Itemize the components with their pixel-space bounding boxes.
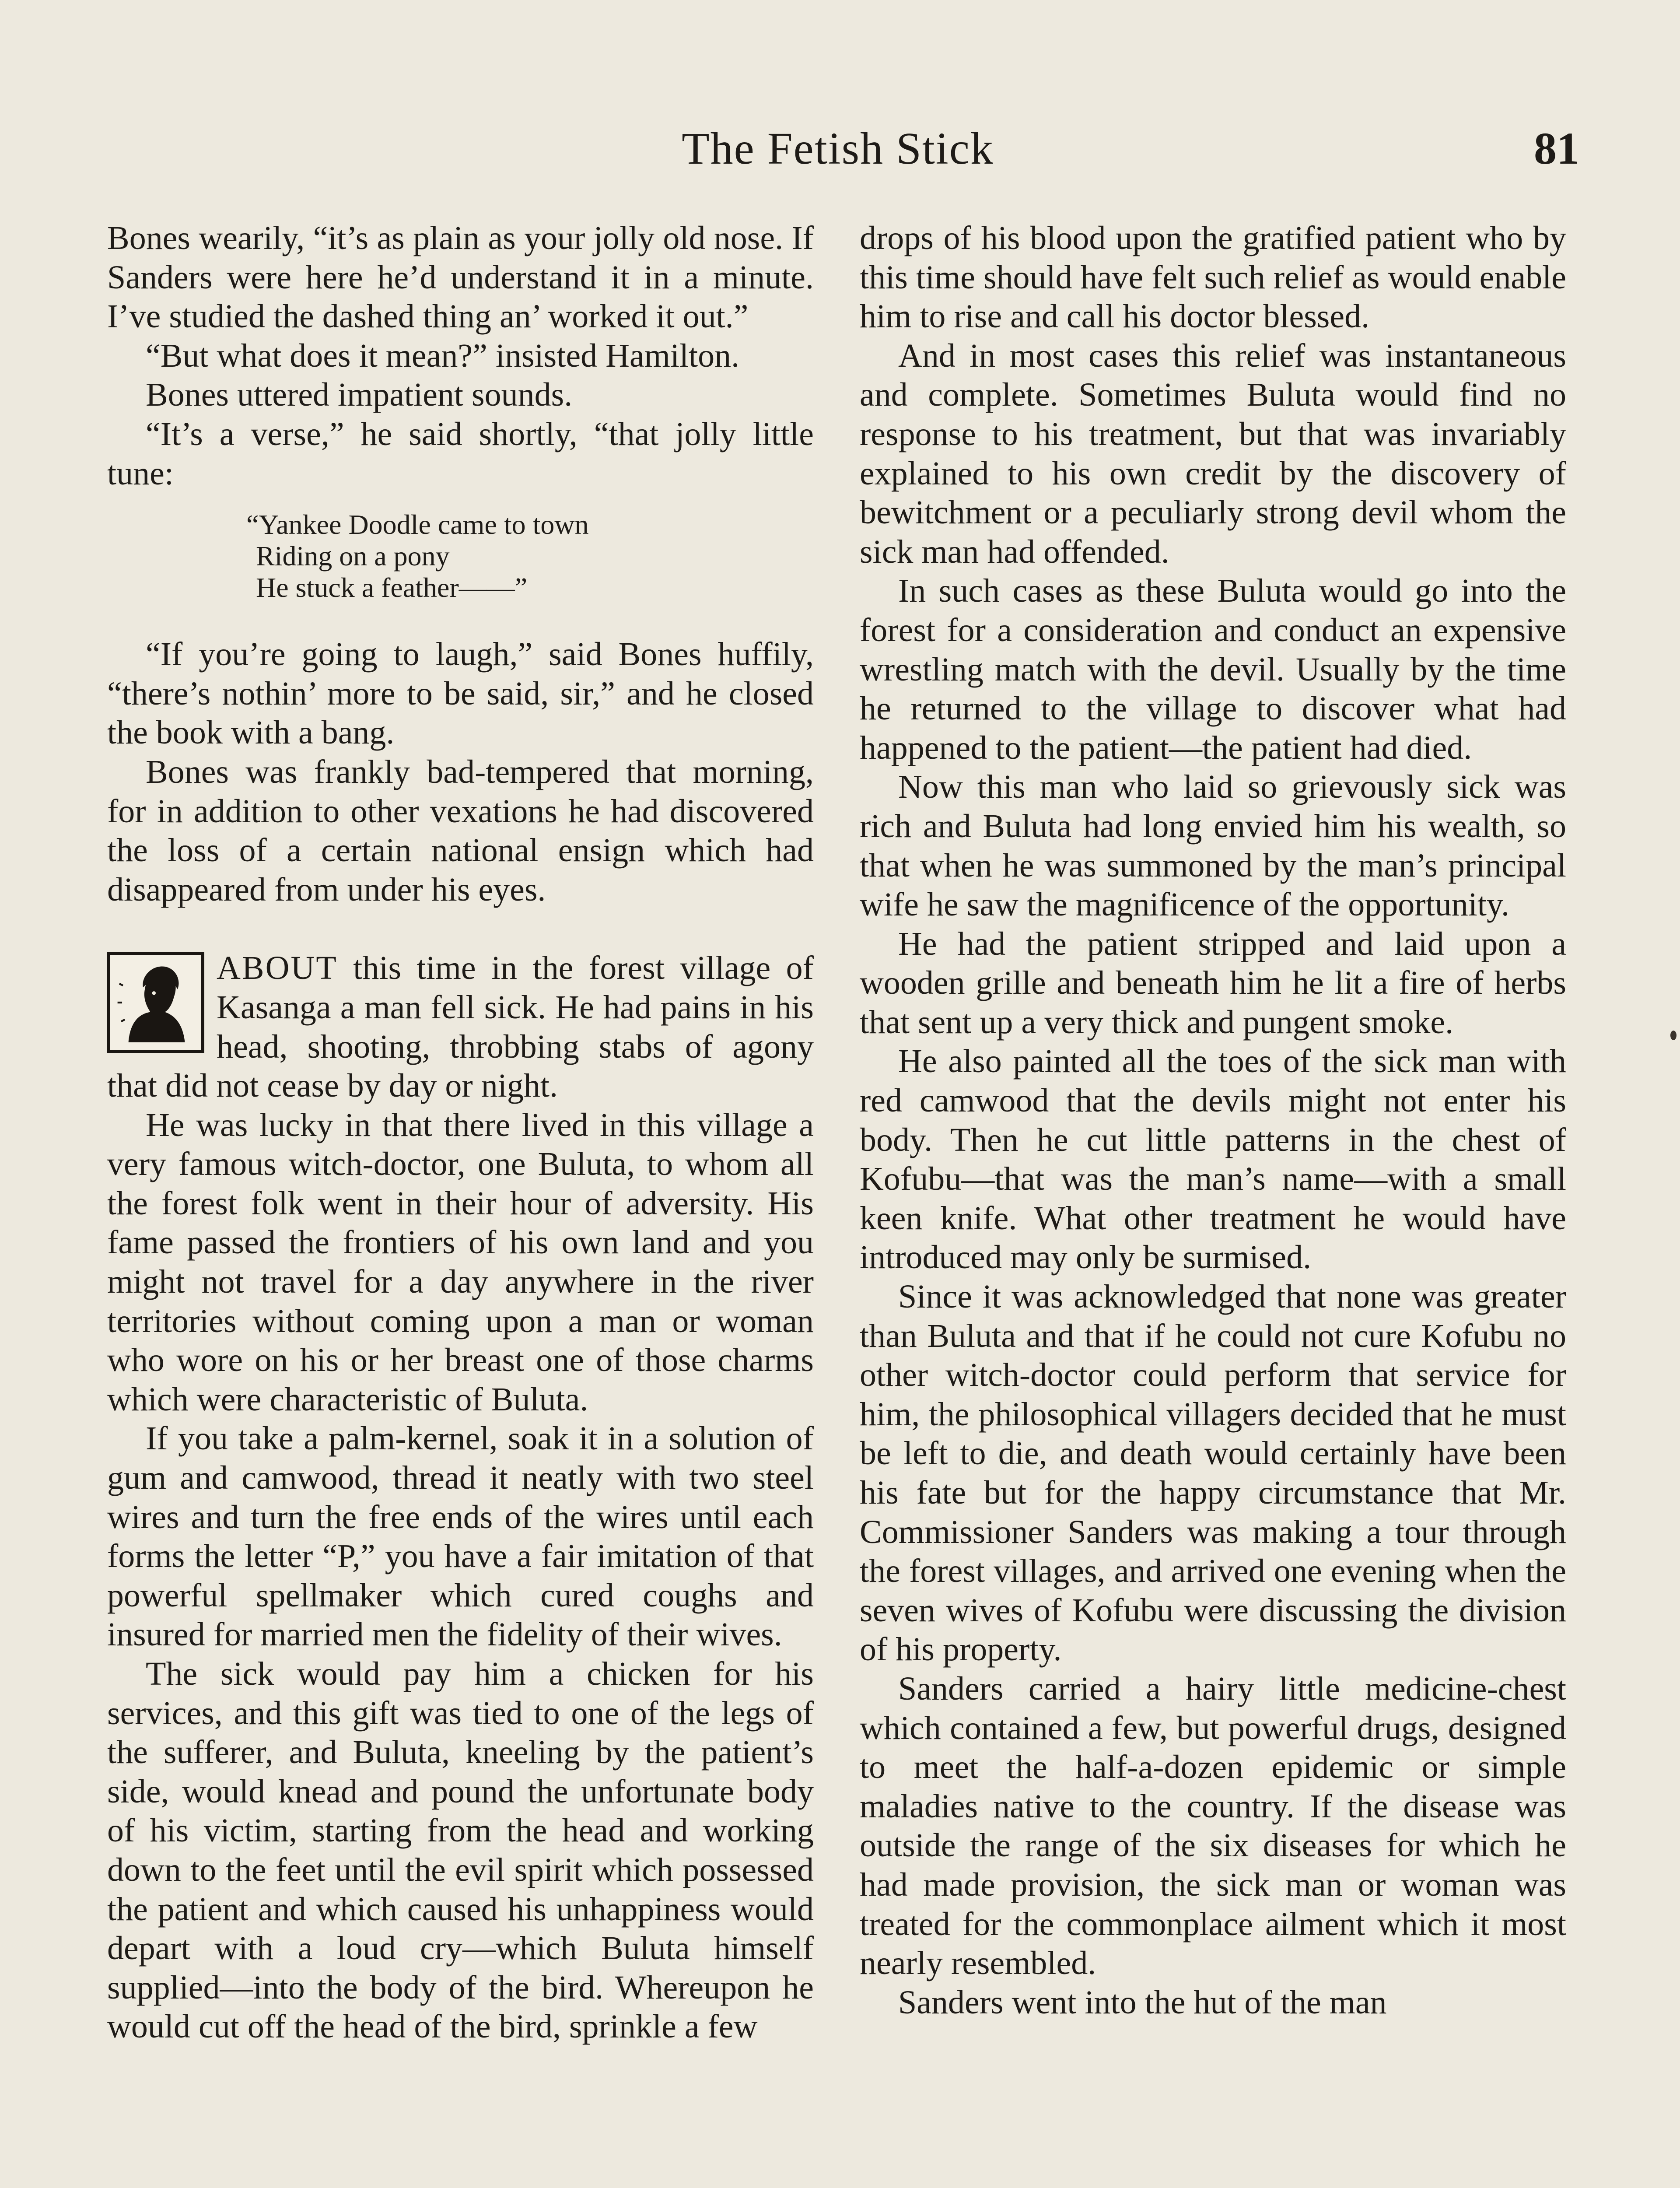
running-title: The Fetish Stick <box>682 123 994 174</box>
verse-line: “Yankee Doodle came to town <box>246 509 589 540</box>
paragraph: And in most cases this relief was instantaneous and complete. Sometimes Buluta would find no response to his treatment, but that was invariably explained to his own credit by the discovery of bewitchment or a peculiarly strong devil whom the sick man had offended. <box>860 337 1566 570</box>
section-opening-paragraph <box>107 949 814 1105</box>
page-header <box>0 123 1680 188</box>
paragraph: He was lucky in that there lived in this village a very famous witch-doctor, one Buluta, to whom all the forest folk went in their hour of adversity. His fame passed the frontiers of his own land and you might not travel for a day anywhere in the river territories without coming upon a man or woman who wore on his or her breast one of those charms which were characteristic of Buluta. <box>107 1106 814 1418</box>
page-number: 81 <box>1534 123 1579 174</box>
paragraph: Bones wearily, “it’s as plain as your jolly old nose. If Sanders were here he’d understand it in a minute. I’ve studied the dashed thing an’ worked it out.” <box>107 220 814 335</box>
paragraph-text: this time in the forest village of Kasanga a man fell sick. He had pains in his head, shooting, throbbing stabs of agony that did not cease by day or night. <box>107 950 814 1105</box>
paragraph: If you take a palm-kernel, soak it in a solution of gum and camwood, thread it neatly with two steel wires and turn the free ends of the wires until each forms the letter “P,” you have a fair imitation of that powerful spellmaker which cured coughs and insured for married men the fidelity of their wives. <box>107 1420 814 1653</box>
left-column <box>107 219 814 2047</box>
paragraph: “It’s a verse,” he said shortly, “that jolly little tune: <box>107 415 814 492</box>
right-column <box>860 219 1566 2022</box>
paragraph: “If you’re going to laugh,” said Bones huffily, “there’s nothin’ more to be said, sir,” and he closed the book with a bang. <box>107 636 814 751</box>
verse-line: Riding on a pony <box>256 540 450 572</box>
paragraph: Sanders carried a hairy little medicine-chest which contained a few, but powerful drugs, designed to meet the half-a-dozen epidemic or simple maladies native to the country. If the disease was outside the range of the six diseases for which he had made provision, the sick man or woman was treated for the commonplace ailment which it most nearly resembled. <box>860 1670 1566 1982</box>
paragraph: Bones uttered impatient sounds. <box>146 376 573 414</box>
paragraph: The sick would pay him a chicken for his services, and this gift was tied to one of the legs of the sufferer, and Buluta, kneeling by the patient’s side, would knead and pound the unfortunate body of his victim, starting from the head and working down to the feet until the evil spirit which possessed the patient and which caused his unhappiness would depart with a loud cry—which Buluta himself supplied—into the body of the bird. Whereupon he would cut off the head of the bird, sprinkle a few <box>107 1655 814 2045</box>
paragraph: Now this man who laid so grievously sick was rich and Buluta had long envied him his wealth, so that when he was summoned by the man’s principal wife he saw the magnificence of the opportunity. <box>860 768 1566 923</box>
paragraph: Since it was acknowledged that none was greater than Buluta and that if he could not cure Kofubu no other witch-doctor could perform that service for him, the philosophical villagers decided that he must be left to die, and death would certainly have been his fate but for the happy circumstance that Mr. Commissioner Sanders was making a tour through the forest villages, and arrived one evening when the seven wives of Kofubu were discussing the division of his property. <box>860 1278 1566 1668</box>
section-lead-word: ABOUT <box>217 950 338 987</box>
paragraph: Bones was frankly bad-tempered that morning, for in addition to other vexations he had discovered the loss of a certain national ensign which had disappeared from under his eyes. <box>107 753 814 908</box>
paragraph: He had the patient stripped and laid upon a wooden grille and beneath him he lit a fire of herbs that sent up a very thick and pungent smoke. <box>860 925 1566 1041</box>
paragraph: “But what does it mean?” insisted Hamilton. <box>146 337 740 374</box>
paragraph: He also painted all the toes of the sick man with red camwood that the devils might not enter his body. Then he cut little patterns in the chest of Kofubu—that was the man’s name—with a small keen knife. What other treatment he would have introduced may only be surmised. <box>860 1043 1566 1276</box>
verse-block <box>107 509 814 603</box>
paragraph: Sanders went into the hut of the man <box>898 1984 1387 2021</box>
paragraph: In such cases as these Buluta would go into the forest for a consideration and conduct an expensive wrestling match with the devil. Usually by the time he returned to the village to discover what had happened to the patient—the patient had died. <box>860 572 1566 766</box>
page-edge-blemish <box>1670 1031 1676 1040</box>
paragraph: drops of his blood upon the gratified patient who by this time should have felt such relief as would enable him to rise and call his doctor blessed. <box>860 220 1566 335</box>
section-break <box>107 909 814 949</box>
verse-line: He stuck a feather——” <box>256 572 528 603</box>
decorative-portrait-icon <box>107 952 204 1053</box>
